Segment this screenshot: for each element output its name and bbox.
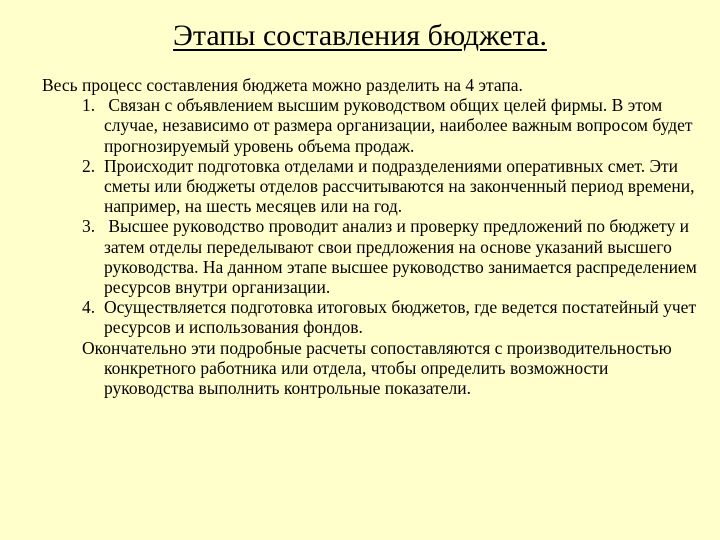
step-number: 3.: [82, 216, 96, 237]
step-item: [42, 297, 702, 337]
step-text: Происходит подготовка отделами и подразделениями оперативных смет. Эти сметы или бюджеты отделов рассчитываются на законченный период времени, например, на шесть месяцев или на год.: [104, 155, 695, 217]
step-item: [42, 95, 702, 156]
intro-text: Весь процесс составления бюджета можно разделить на 4 этапа.: [42, 75, 523, 95]
step-text: Связан с объявлением высшим руководством общих целей фирмы. В этом случае, независимо от размера организации, наиболее важным вопросом будет прогнозируемый уровень объема продаж.: [104, 95, 697, 156]
step-number: 1.: [82, 95, 96, 116]
step-number: 2.: [82, 155, 96, 176]
conclusion-text: Окончательно эти подробные расчеты сопоставляются с производительностью конкретного работника или отдела, чтобы определить возможности руководства выполнить контрольные показатели.: [82, 337, 672, 399]
step-text: Высшее руководство проводит анализ и проверку предложений по бюджету и затем отделы переделывают свои предложения на основе указаний высшего руководства. На данном этапе высшее руководство занимается распределением ресурсов внутри организации.: [104, 216, 702, 298]
step-item: [42, 156, 702, 217]
slide-title-text: Этапы составления бюджета.: [173, 19, 547, 52]
step-text: Осуществляется подготовка итоговых бюджетов, где ведется постатейный учет ресурсов и использования фондов.: [104, 297, 697, 338]
slide-body: [42, 75, 702, 398]
slide-title: [0, 18, 720, 54]
step-number: 4.: [82, 297, 96, 318]
step-item: [42, 216, 702, 297]
